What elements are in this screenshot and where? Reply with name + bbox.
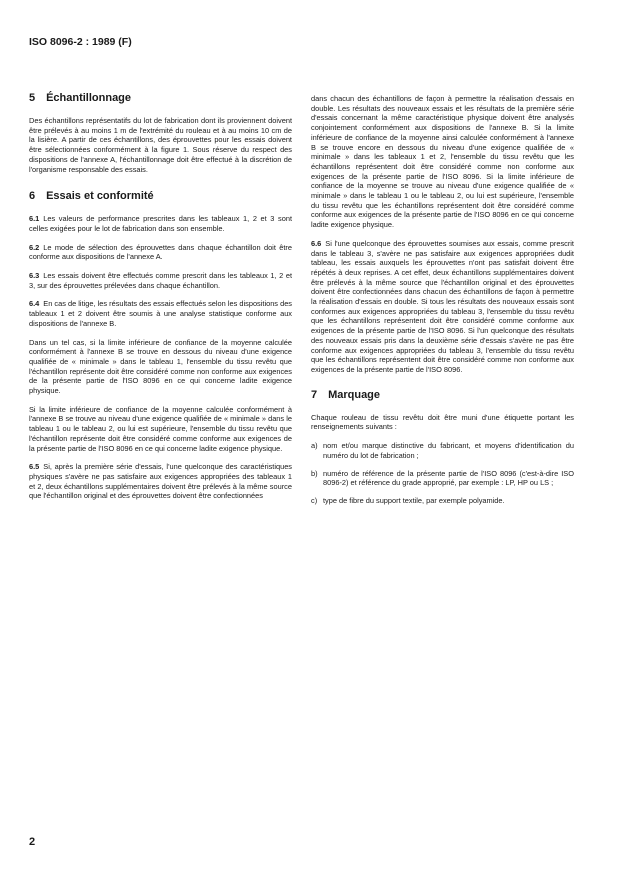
list-item-letter: a) xyxy=(311,441,318,451)
clause-number: 6.1 xyxy=(29,214,40,224)
right-column xyxy=(311,94,574,514)
section-7-heading xyxy=(311,389,574,402)
list-item-letter: c) xyxy=(311,495,318,505)
list-item xyxy=(311,469,574,488)
list-item-text: type de fibre du support textile, par exemple polyamide. xyxy=(323,495,505,505)
clause-number: 6.5 xyxy=(29,462,40,472)
left-column xyxy=(29,92,292,510)
clause-text: Le mode de sélection des éprouvettes dans chaque échantillon doit être conforme aux dispositions de l'annexe A. xyxy=(29,242,292,262)
section-number: 5 xyxy=(29,92,36,104)
section-title: Marquage xyxy=(328,388,381,401)
list-item-text: nom et/ou marque distinctive du fabricant, et moyens d'identification du numéro du lot de fabrication ; xyxy=(323,441,574,460)
marking-list xyxy=(311,441,574,506)
clause-text: Les valeurs de performance prescrites dans les tableaux 1, 2 et 3 sont celles exigées pour le lot de fabrication dans son ensemble. xyxy=(29,214,292,233)
list-item-letter: b) xyxy=(311,468,318,478)
clause-6-1 xyxy=(29,214,292,233)
list-item-text: numéro de référence de la présente partie de l'ISO 8096 (c'est-à-dire ISO 8096-2) et référence du grade approprié, par exemple : LP, HP ou LS ; xyxy=(323,468,574,488)
section-title: Essais et conformité xyxy=(46,190,154,203)
section-5-paragraph: Des échantillons représentatifs du lot de fabrication dont ils proviennent doivent être prélevés à au moins 1 m de l'extrémité du rouleau et à au moins 10 cm de la lisière. A partir de ces échantillons, des éprouvettes pour les essais doivent être sélectionnées conformément à la figure 1. Sous réserve du respect des dispositions de l'annexe A, l'échantillonnage doit être effectué à la discrétion de l'organisme responsable des essais. xyxy=(29,116,292,174)
clause-6-5 xyxy=(29,462,292,501)
section-7-intro: Chaque rouleau de tissu revêtu doit être muni d'une étiquette portant les renseignements suivants : xyxy=(311,412,574,432)
section-6-heading xyxy=(29,190,292,203)
clause-text: Si l'une quelconque des éprouvettes soumises aux essais, comme prescrit dans le tableau 3, s'avère ne pas satisfaire aux exigences appropriées dudit tableau, les essais auxquels les éprouvettes n'ont pas satisfait doivent être répétés à deux reprises. A cet effet, deux échantillons supplémentaires doivent être prélevés à la même source que l'échantillon original et des éprouvettes doivent être confectionnées dans chacun des échantillons de façon à permettre la réalisation d'essais en double. Si tous les résultats des nouveaux essais sont conformes aux exigences appropriées du tableau 3, l'ensemble du tissu revêtu que les échantillons représentent doit être considéré comme conforme aux exigences de la présente partie de l'ISO 8096. Si l'un quelconque des résultats des nouveaux essais pris dans la deuxième série d'essais s'avère ne pas être conforme aux exigences appropriées du tableau 3, l'ensemble du tissu revêtu que les échantillons représentent doit être considéré comme non conforme aux exigences de la présente partie de l'ISO 8096. xyxy=(311,238,574,374)
clause-6-6 xyxy=(311,239,574,375)
section-number: 6 xyxy=(29,190,36,203)
clause-6-4-paragraph-2: Dans un tel cas, si la limite inférieure de confiance de la moyenne calculée conformément à l'annexe B se trouve en dessous du niveau d'une exigence qualifiée de « minimale » dans le tableau 1, l'ensemble du tissu revêtu que l'échantillon représente doit être considéré comme non conforme aux exigences de la présente partie de l'ISO 8096 en ce qui concerne ladite exigence physique. xyxy=(29,337,292,396)
clause-6-2 xyxy=(29,243,292,262)
clause-number: 6.2 xyxy=(29,242,40,252)
clause-number: 6.6 xyxy=(311,238,322,248)
section-title: Échantillonnage xyxy=(46,92,132,104)
document-header: ISO 8096-2 : 1989 (F) xyxy=(29,36,132,48)
clause-6-4 xyxy=(29,299,292,328)
clause-text: En cas de litige, les résultats des essais effectués selon les dispositions des tableaux 1 et 2 doivent être soumis à une analyse statistique conforme aux dispositions de l'annexe B. xyxy=(29,299,292,328)
list-item xyxy=(311,441,574,460)
clause-6-5-continued: dans chacun des échantillons de façon à permettre la réalisation d'essais en double. Les résultats des nouveaux essais et les résultats de la première série d'essais concernant la même caractéristique physique doivent être analysés conjointement conformément aux dispositions de l'annexe B. Si la limite inférieure de confiance de la moyenne ainsi calculée conformément à l'annexe B se trouve encore en dessous du niveau d'une exigence qualifiée de « minimale » dans les tableaux 1 et 2, l'ensemble du tissu revêtu que les échantillons représentent doit être considéré comme non conforme aux exigences de la présente partie de l'ISO 8096. Si la limite inférieure de confiance de la moyenne se trouve au niveau d'une exigence qualifiée de « minimale » dans le tableau 1 ou le tableau 2, ou lui est supérieure, l'ensemble du tissu revêtu que les échantillons représentent doit être considéré comme conforme aux exigences de la présente partie de l'ISO 8096 en ce qui concerne ladite exigence physique. xyxy=(311,94,574,230)
clause-text: Les essais doivent être effectués comme prescrit dans les tableaux 1, 2 et 3, sur des éprouvettes prélevées dans chaque échantillon. xyxy=(29,271,292,290)
list-item xyxy=(311,496,574,506)
clause-6-4-paragraph-3: Si la limite inférieure de confiance de la moyenne calculée conformément à l'annexe B se trouve au niveau d'une exigence qualifiée de « minimale » dans le tableau 1 ou le tableau 2, ou lui est supérieure, l'ensemble du tissu revêtu que l'échantillon représente doit être considéré comme conforme aux exigences de la présente partie de l'ISO 8096 en ce qui concerne ladite exigence physique. xyxy=(29,404,292,453)
section-number: 7 xyxy=(311,388,318,401)
clause-number: 6.4 xyxy=(29,299,40,309)
clause-text: Si, après la première série d'essais, l'une quelconque des caractéristiques physiques s'avère ne pas satisfaire aux exigences appropriées des tableaux 1 et 2, deux échantillons supplémentaires doivent être prélevés à la même source que l'échantillon original et des éprouvettes doivent être confectionnées xyxy=(29,462,292,501)
clause-6-3 xyxy=(29,271,292,290)
clause-number: 6.3 xyxy=(29,271,40,281)
page-number: 2 xyxy=(29,836,36,848)
section-5-heading xyxy=(29,92,292,105)
